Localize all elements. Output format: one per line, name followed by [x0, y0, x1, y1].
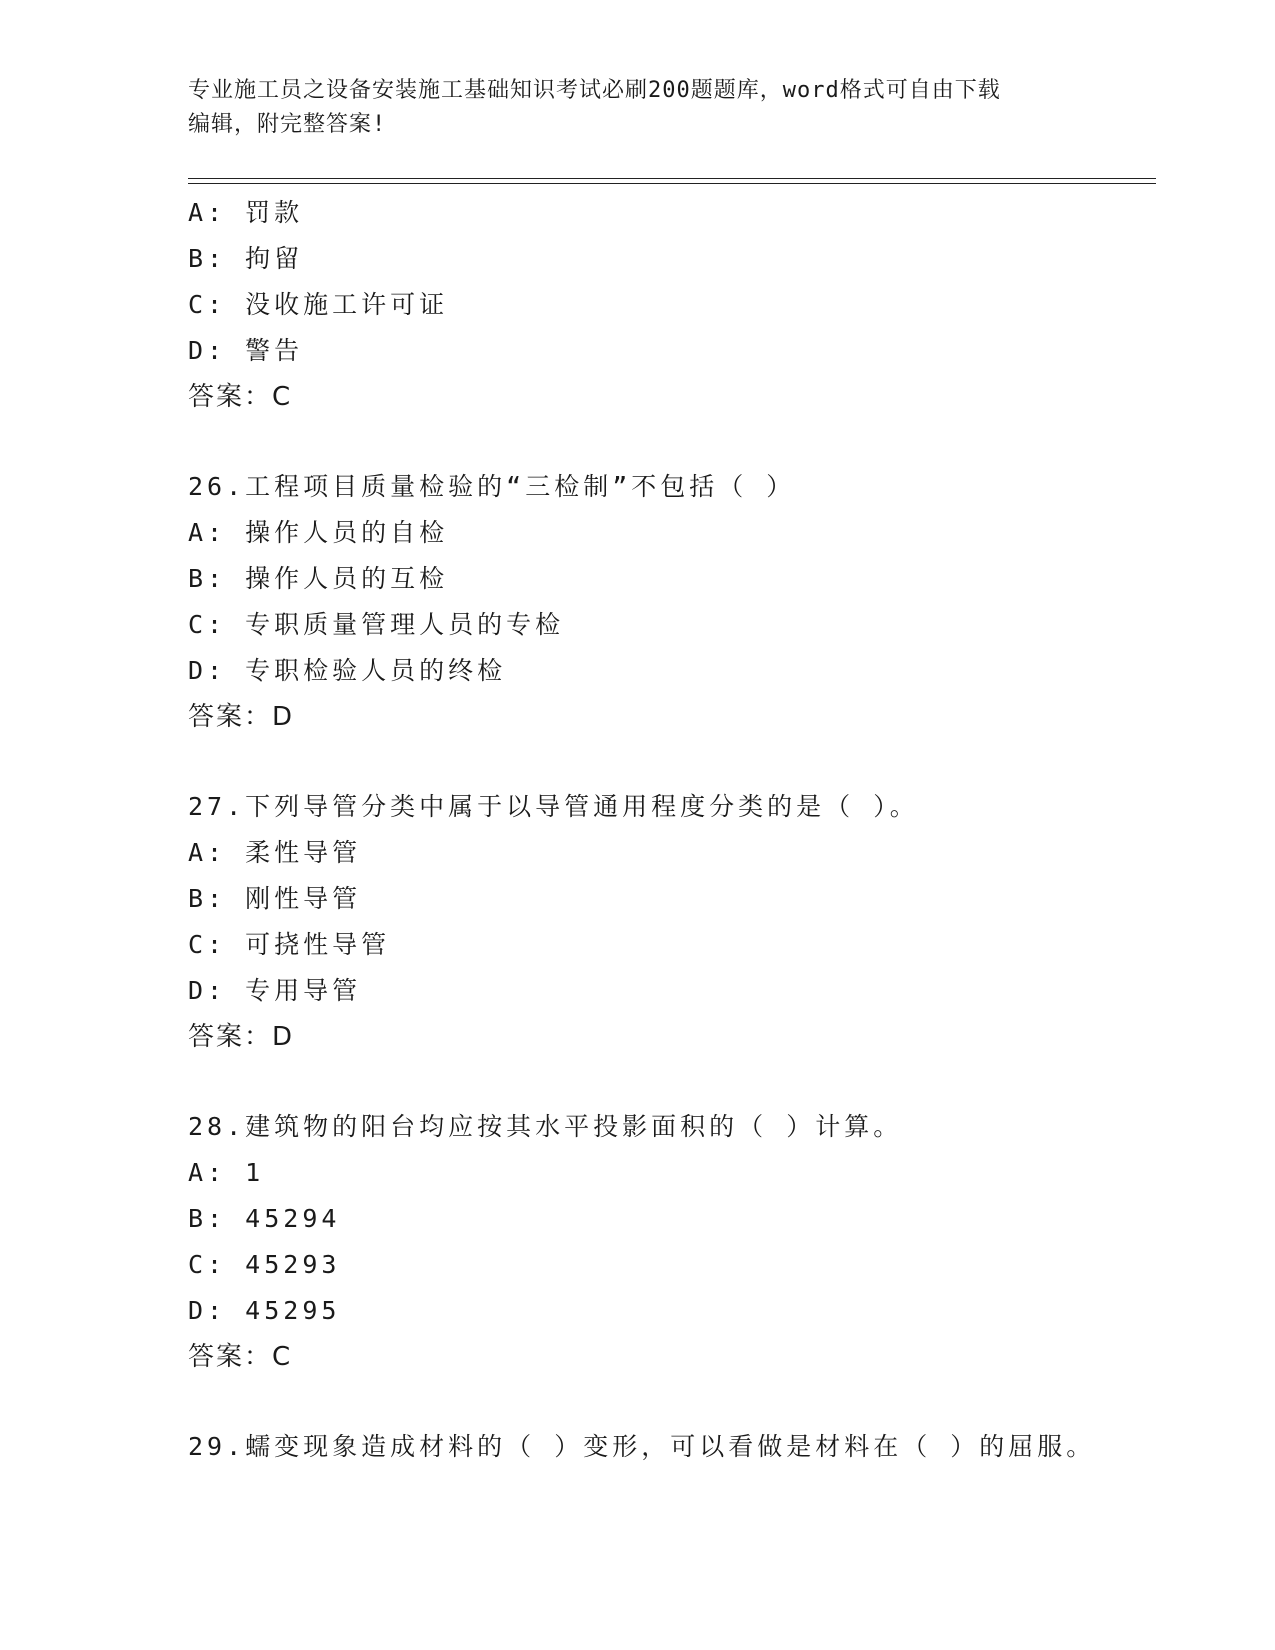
question-29	[188, 1424, 1156, 1470]
answer-line: 答案：D	[188, 1022, 295, 1052]
option-letter: B:	[188, 244, 227, 273]
option-text: 45294	[245, 1204, 341, 1233]
question-list	[188, 190, 1156, 1470]
question-stem: 27.下列导管分类中属于以导管通用程度分类的是（ ）。	[188, 792, 919, 821]
option-letter: D:	[188, 1296, 227, 1325]
option-text: 专职检验人员的终检	[245, 656, 507, 685]
option-letter: D:	[188, 336, 227, 365]
question-26	[188, 464, 1156, 740]
option-text: 罚款	[245, 198, 304, 227]
option-text: 可挠性导管	[245, 930, 391, 959]
option-letter: C:	[188, 610, 227, 639]
option-d	[188, 648, 1156, 694]
option-text: 45295	[245, 1296, 341, 1325]
option-letter: C:	[188, 290, 227, 319]
option-d	[188, 1288, 1156, 1334]
option-c	[188, 922, 1156, 968]
option-text: 操作人员的自检	[245, 518, 449, 547]
option-c	[188, 1242, 1156, 1288]
option-letter: C:	[188, 930, 227, 959]
option-letter: A:	[188, 1158, 227, 1187]
option-letter: A:	[188, 838, 227, 867]
option-a	[188, 510, 1156, 556]
answer-line: 答案：D	[188, 702, 295, 732]
header-title-line-1: 专业施工员之设备安装施工基础知识考试必刷200题题库，word格式可自由下载	[188, 78, 1001, 103]
question-stem: 29.蠕变现象造成材料的（ ）变形，可以看做是材料在（ ）的屈服。	[188, 1432, 1096, 1461]
question-stem: 28.建筑物的阳台均应按其水平投影面积的（ ）计算。	[188, 1112, 903, 1141]
question-28	[188, 1104, 1156, 1380]
header-divider-bottom	[188, 183, 1156, 184]
option-b	[188, 556, 1156, 602]
option-text: 没收施工许可证	[245, 290, 449, 319]
option-letter: A:	[188, 198, 227, 227]
question-stem: 26.工程项目质量检验的“三检制”不包括（ ）	[188, 472, 796, 501]
option-letter: B:	[188, 884, 227, 913]
option-text: 操作人员的互检	[245, 564, 449, 593]
header-title-line-2: 编辑，附完整答案!	[188, 112, 387, 137]
option-a	[188, 830, 1156, 876]
question-25-tail	[188, 190, 1156, 420]
option-a	[188, 190, 1156, 236]
option-d	[188, 328, 1156, 374]
option-text: 45293	[245, 1250, 341, 1279]
answer-line: 答案：C	[188, 1342, 293, 1372]
option-letter: D:	[188, 656, 227, 685]
option-c	[188, 282, 1156, 328]
option-b	[188, 236, 1156, 282]
document-header	[188, 74, 1088, 142]
option-text: 专用导管	[245, 976, 362, 1005]
answer-line: 答案：C	[188, 382, 293, 412]
option-d	[188, 968, 1156, 1014]
option-b	[188, 876, 1156, 922]
option-text: 警告	[245, 336, 304, 365]
option-a	[188, 1150, 1156, 1196]
option-b	[188, 1196, 1156, 1242]
question-27	[188, 784, 1156, 1060]
option-letter: D:	[188, 976, 227, 1005]
option-text: 专职质量管理人员的专检	[245, 610, 565, 639]
option-text: 拘留	[245, 244, 304, 273]
header-divider-top	[188, 178, 1156, 179]
option-text: 1	[245, 1158, 265, 1187]
option-letter: B:	[188, 564, 227, 593]
option-letter: C:	[188, 1250, 227, 1279]
option-text: 柔性导管	[245, 838, 362, 867]
option-letter: A:	[188, 518, 227, 547]
option-letter: B:	[188, 1204, 227, 1233]
option-text: 刚性导管	[245, 884, 362, 913]
option-c	[188, 602, 1156, 648]
